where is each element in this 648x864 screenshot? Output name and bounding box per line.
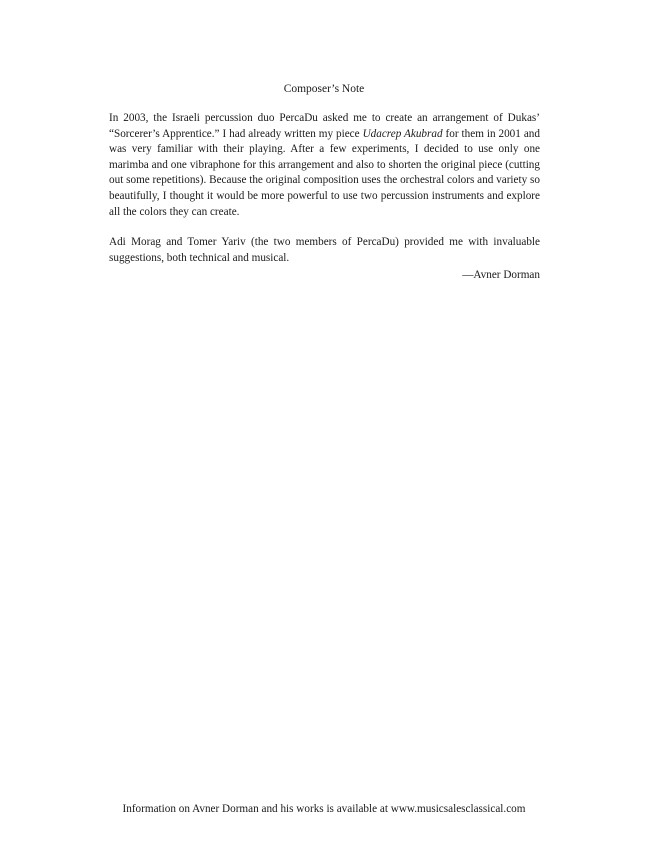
paragraph-1-part-a: In 2003, the Israeli percussion duo PercaDu asked me to create an arrangement of Dukas’ “Sorcerer’s Apprentice.” I had already written my piece <box>109 112 540 140</box>
paragraph-1-part-b: for them in 2001 and was very familiar with their playing. After a few experiments, I decided to use only one marimba and one vibraphone for this arrangement and also to shorten the original piece (cutting out some repetitions). Because the original composition uses the orchestral colors and variety so beautifully, I thought it would be more powerful to use two percussion instruments and explore all the colors they can create. <box>109 127 540 218</box>
piece-title: Udacrep Akubrad <box>362 127 443 140</box>
note-title: Composer’s Note <box>283 83 365 95</box>
paragraph-1 <box>109 111 540 220</box>
signature: —Avner Dorman <box>462 269 540 281</box>
footer-info: Information on Avner Dorman and his works is available at www.musicsalesclassical.com <box>122 803 526 815</box>
note-body <box>109 111 540 281</box>
paragraph-2: Adi Morag and Tomer Yariv (the two members of PercaDu) provided me with invaluable suggestions, both technical and musical. <box>109 236 540 264</box>
